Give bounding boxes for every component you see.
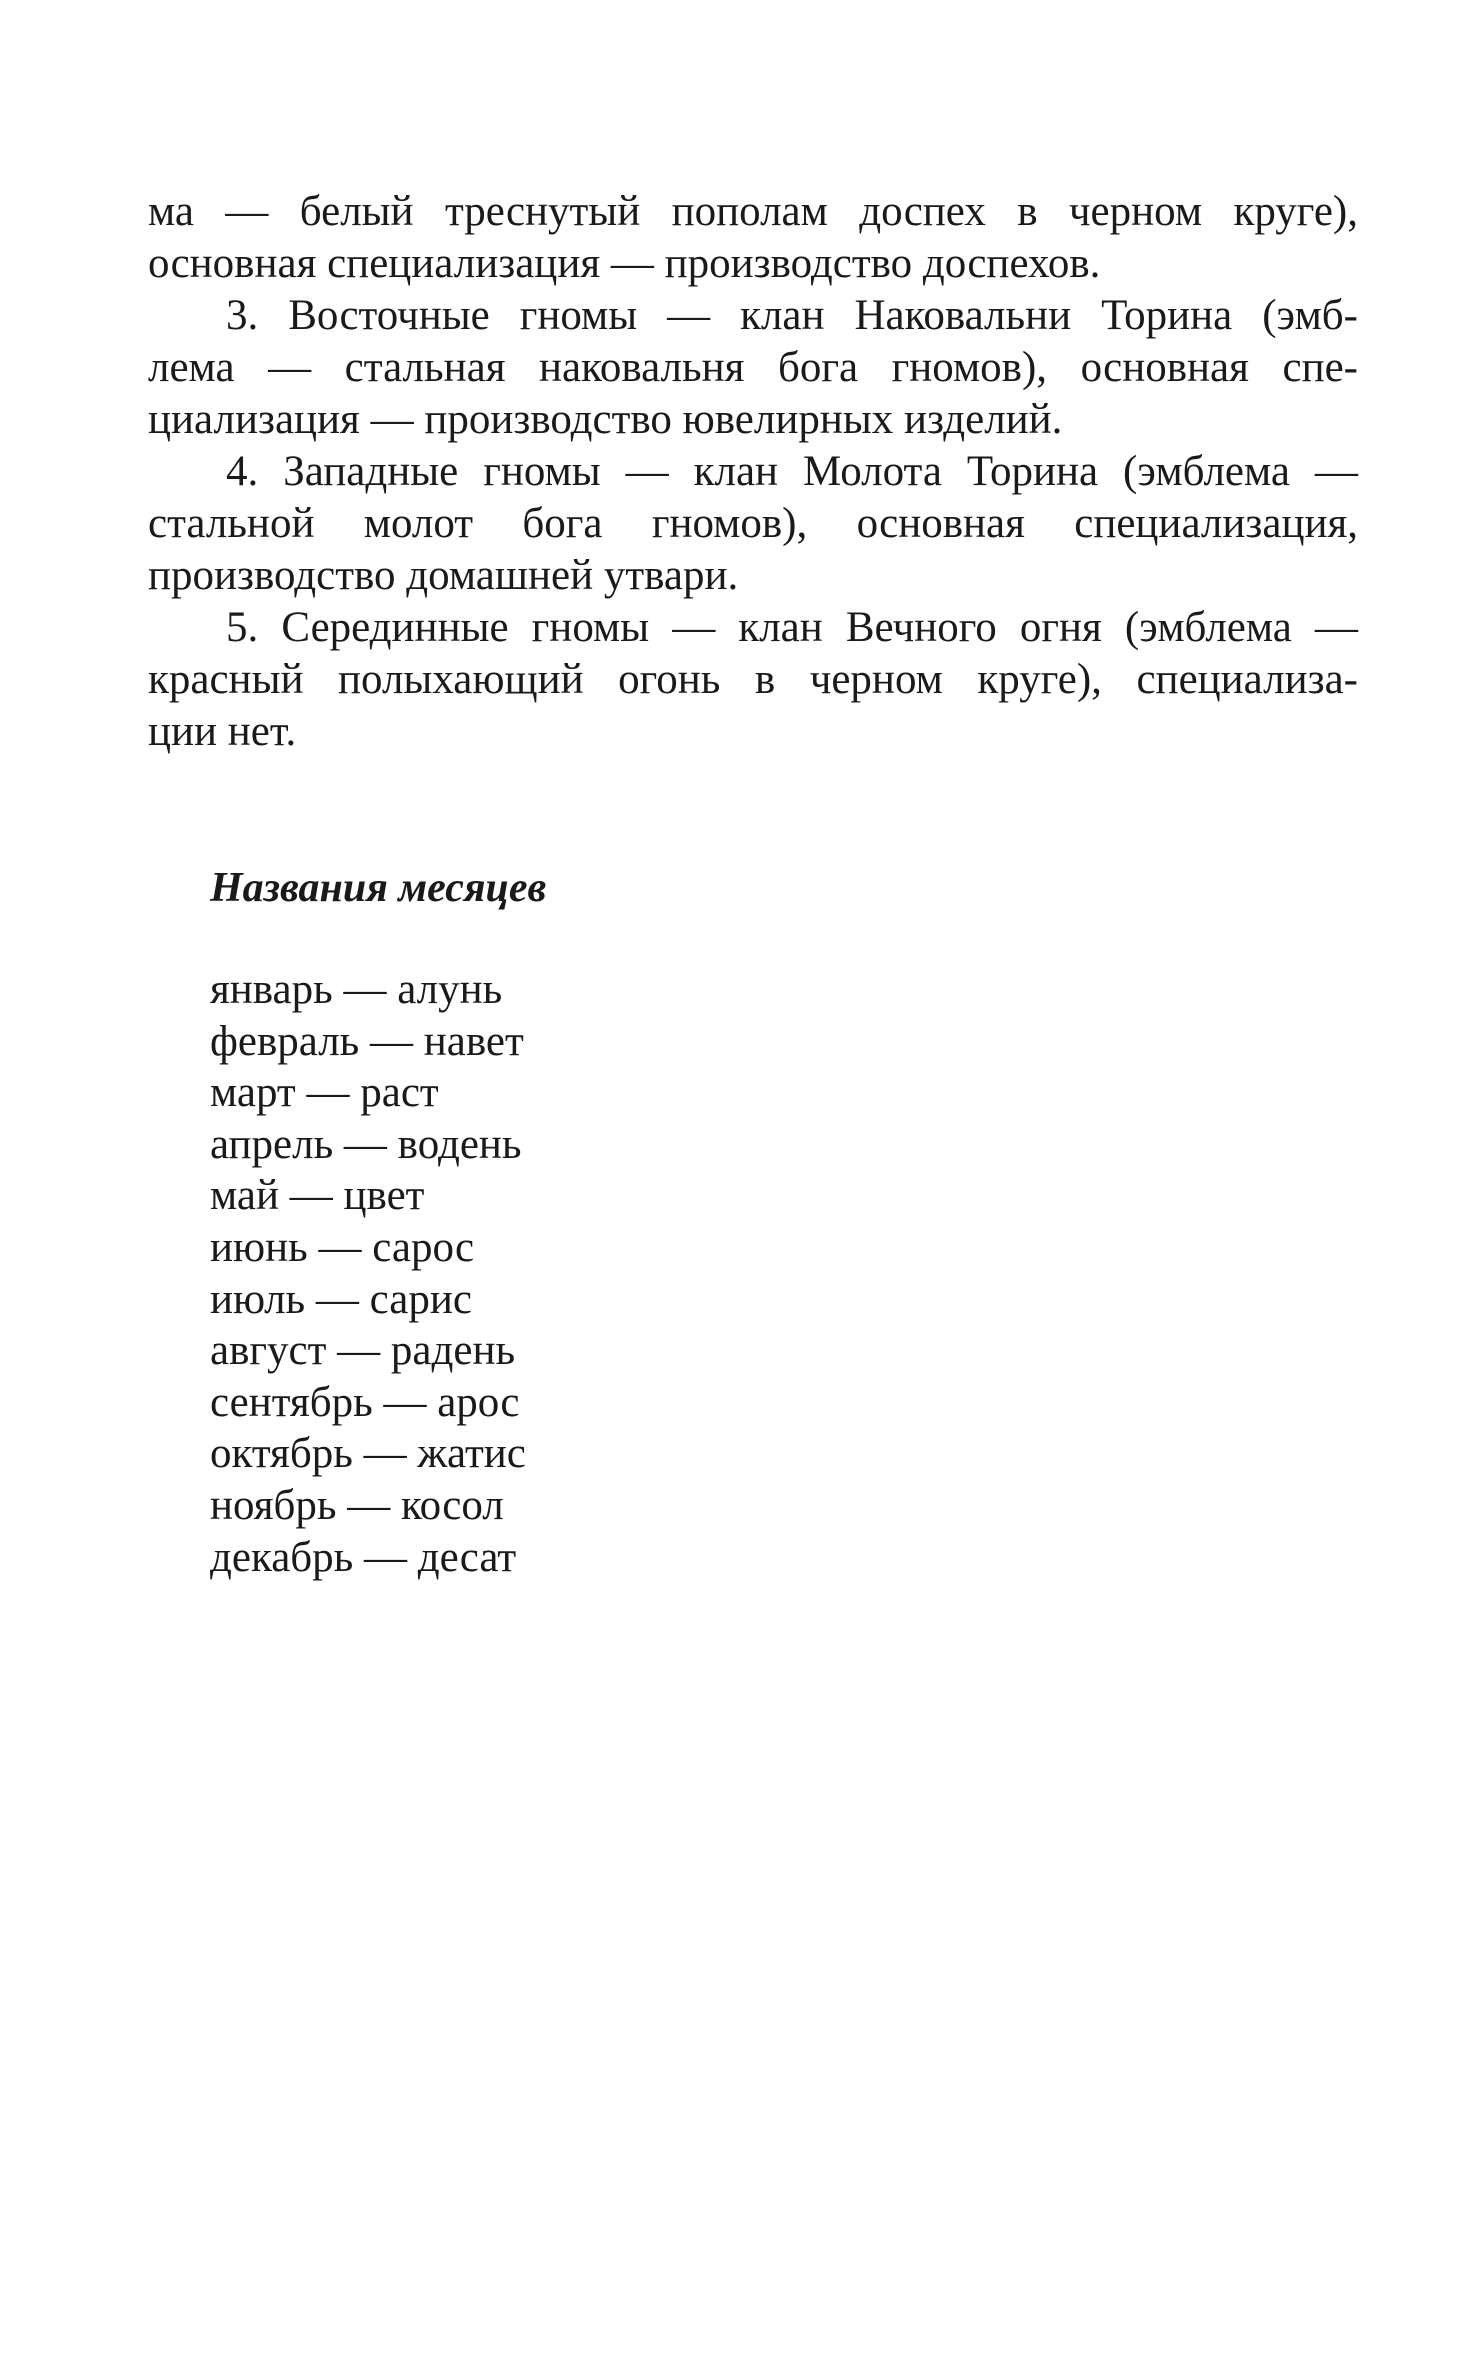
month-item: октябрь — жатис [210, 1430, 526, 1478]
text-line: производство домашней утвари. [148, 552, 739, 599]
paragraph-middle-dwarves [148, 602, 1358, 758]
body-text [148, 186, 1358, 758]
text-line: 3. Восточные гномы — клан Наковальни Торина (эмб- [226, 292, 1358, 339]
paragraph-western-dwarves [148, 446, 1358, 602]
months-list [210, 964, 526, 1583]
month-item: июнь — сарос [210, 1223, 475, 1271]
month-item: январь — алунь [210, 966, 503, 1013]
section-title-months: Названия месяцев [210, 865, 547, 911]
text-line: 5. Серединные гномы — клан Вечного огня (эмблема — [226, 604, 1358, 651]
month-item: сентябрь — арос [210, 1378, 520, 1426]
paragraph-eastern-dwarves [148, 290, 1358, 446]
text-line: ции нет. [148, 708, 297, 755]
text-line: лема — стальная наковальня бога гномов), основная спе- [148, 344, 1358, 391]
month-item: март — раст [210, 1069, 439, 1117]
text-line: стальной молот бога гномов), основная специализация, [148, 500, 1358, 547]
text-line: 4. Западные гномы — клан Молота Торина (эмблема — [226, 448, 1358, 495]
month-item: июль — сарис [210, 1275, 472, 1323]
month-item: апрель — водень [210, 1120, 522, 1168]
month-item: декабрь — десат [210, 1533, 517, 1581]
text-line: ма — белый треснутый пополам доспех в черном круге), [148, 188, 1358, 235]
text-line: основная специализация — производство доспехов. [148, 240, 1101, 287]
text-line: красный полыхающий огонь в черном круге), специализа- [148, 656, 1358, 703]
month-item: ноябрь — косол [210, 1481, 504, 1529]
month-item: май — цвет [210, 1172, 425, 1220]
month-item: февраль — навет [210, 1017, 524, 1065]
paragraph-armor-clan [148, 186, 1358, 290]
month-item: август — радень [210, 1327, 516, 1375]
text-line: циализация — производство ювелирных изделий. [148, 396, 1063, 443]
